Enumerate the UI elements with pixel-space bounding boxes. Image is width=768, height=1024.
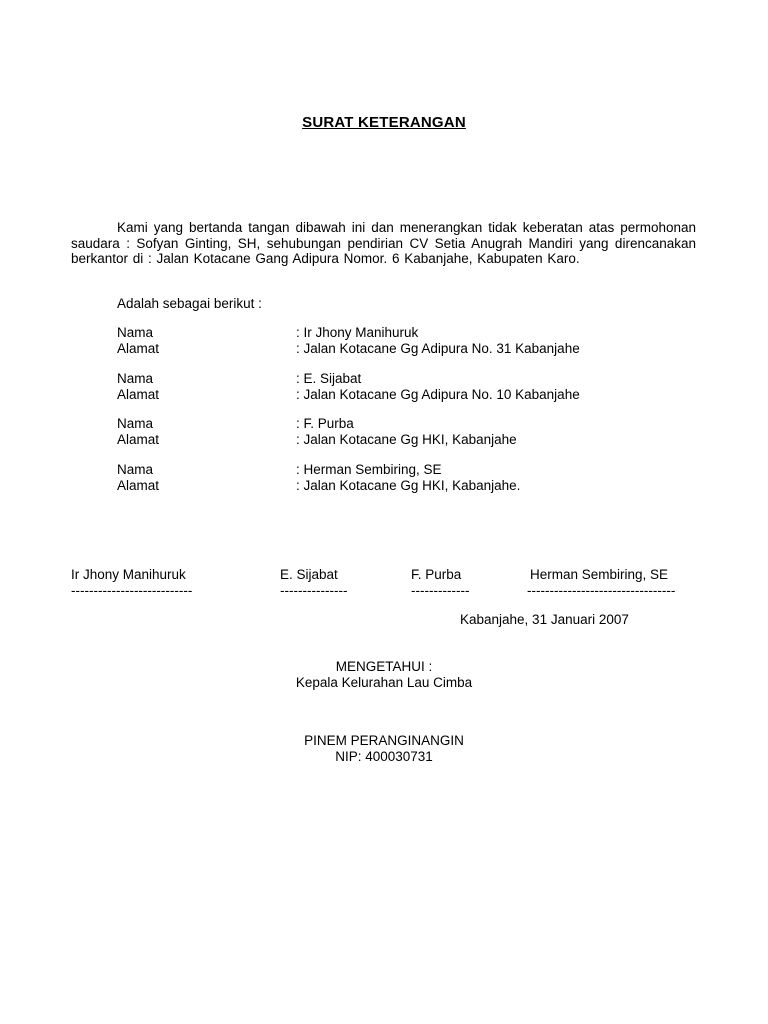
address-value: : Jalan Kotacane Gg HKI, Kabanjahe	[296, 431, 517, 447]
acknowledgment-position: Kepala Kelurahan Lau Cimba	[295, 674, 473, 690]
name-label: Nama	[117, 371, 154, 386]
list-subheading: Adalah sebagai berikut :	[117, 296, 262, 311]
name-row	[117, 462, 717, 478]
signature-line: ---------------	[280, 582, 348, 598]
signatory-4	[527, 567, 675, 598]
signatories-row	[0, 567, 768, 599]
address-label: Alamat	[117, 386, 160, 402]
name-row	[117, 371, 717, 387]
person-entry-1	[117, 325, 717, 356]
place-date: Kabanjahe, 31 Januari 2007	[460, 612, 629, 627]
official-block	[0, 733, 768, 764]
name-row	[117, 325, 717, 341]
address-label: Alamat	[117, 340, 160, 356]
address-row	[117, 341, 717, 357]
address-value: : Jalan Kotacane Gg Adipura No. 10 Kabanjahe	[296, 386, 580, 402]
person-entry-2	[117, 371, 717, 402]
name-value: : Herman Sembiring, SE	[296, 462, 442, 477]
signature-line: -------------	[411, 582, 470, 598]
signatory-name: E. Sijabat	[280, 567, 338, 582]
signature-line: ---------------------------------	[527, 582, 676, 598]
name-row	[117, 416, 717, 432]
signatory-3	[411, 567, 469, 598]
name-value: : F. Purba	[296, 416, 354, 431]
acknowledgment-heading: MENGETAHUI :	[335, 659, 433, 674]
name-label: Nama	[117, 462, 154, 477]
address-label: Alamat	[117, 431, 160, 447]
name-label: Nama	[117, 416, 154, 431]
signatory-name: Ir Jhony Manihuruk	[71, 567, 186, 582]
signatory-2	[280, 567, 347, 598]
official-name: PINEM PERANGINANGIN	[304, 733, 464, 748]
name-value: : Ir Jhony Manihuruk	[296, 325, 419, 340]
signatory-name: Herman Sembiring, SE	[530, 567, 669, 582]
person-entry-4	[117, 462, 717, 493]
intro-paragraph: Kami yang bertanda tangan dibawah ini dan menerangkan tidak keberatan atas permohonan saudara : Sofyan Ginting, SH, sehubungan pendirian CV Setia Anugrah Mandiri yang direncanakan berkantor di : Jalan Kotacane Gang Adipura Nomor. 6 Kabanjahe, Kabupaten Karo.	[71, 220, 696, 266]
name-value: : E. Sijabat	[296, 371, 362, 386]
address-row	[117, 387, 717, 403]
official-nip: NIP: 400030731	[335, 748, 433, 764]
signatory-name: F. Purba	[411, 567, 462, 582]
signature-line: ---------------------------	[71, 582, 193, 598]
signatory-1	[71, 567, 192, 598]
address-row	[117, 478, 717, 494]
person-entry-3	[117, 416, 717, 447]
address-label: Alamat	[117, 477, 160, 493]
document-title: SURAT KETERANGAN	[302, 114, 466, 131]
address-value: : Jalan Kotacane Gg HKI, Kabanjahe.	[296, 477, 521, 493]
acknowledgment-block	[0, 659, 768, 690]
name-label: Nama	[117, 325, 154, 340]
address-row	[117, 432, 717, 448]
address-value: : Jalan Kotacane Gg Adipura No. 31 Kabanjahe	[296, 340, 580, 356]
